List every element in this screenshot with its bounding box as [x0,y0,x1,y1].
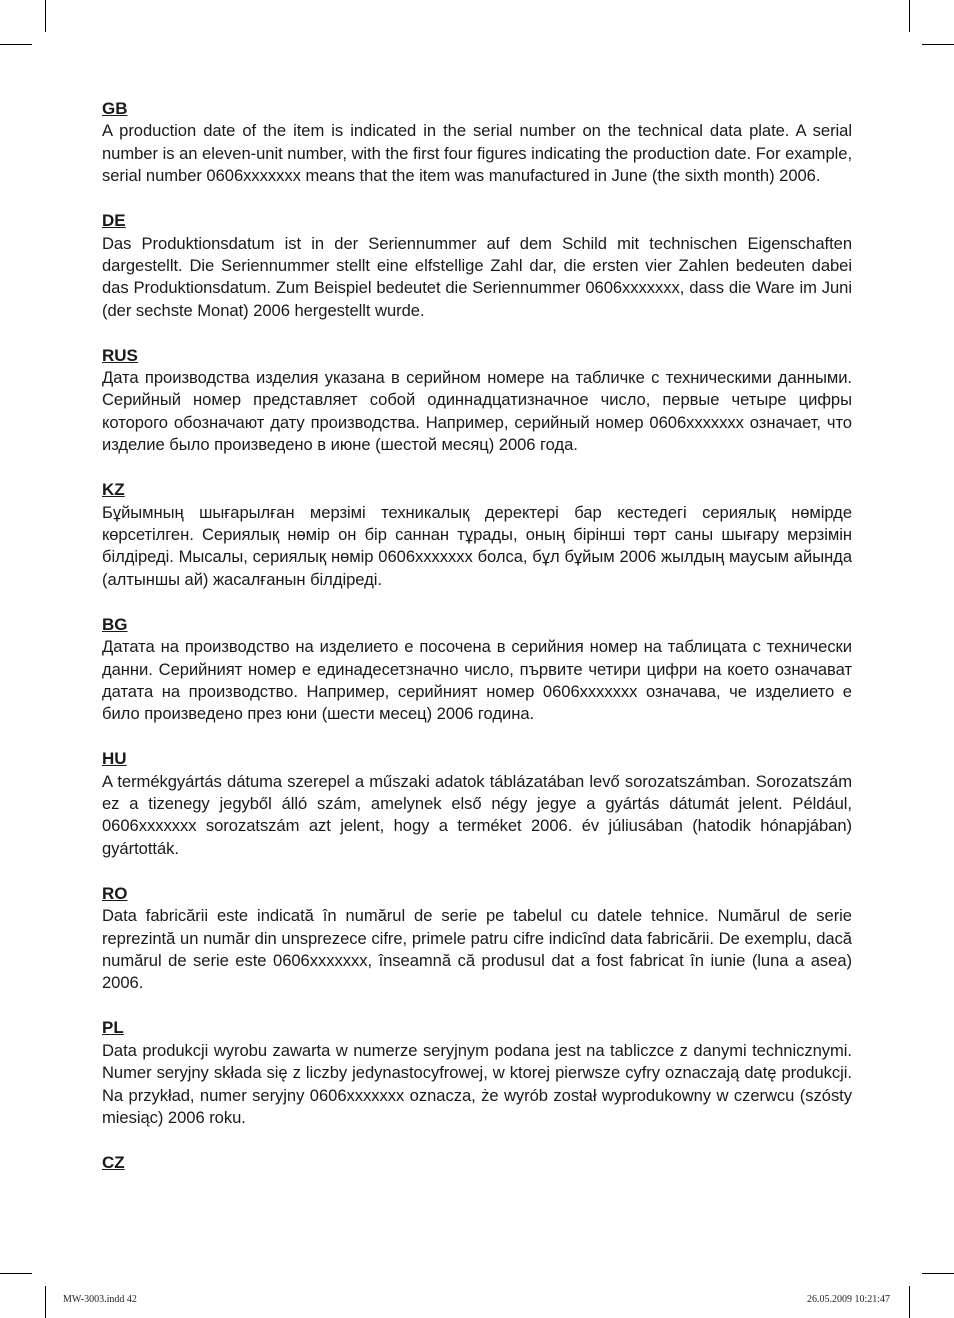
language-heading: HU [102,749,127,769]
language-heading: PL [102,1018,124,1038]
section-paragraph: A production date of the item is indicated in the serial number on the technical data plate. A serial number is an eleven-unit number, with the first four figures indicating the production date. For example, serial number 0606xxxxxxx means that the item was manufactured in June (the sixth month) 2006. [102,121,852,186]
crop-mark-top-left-vertical [45,0,46,32]
section-paragraph: Data fabricării este indicată în numărul de serie pe tabelul cu datele tehnice. Numărul de serie reprezintă un număr din unsprezece cifre, primele patru cifre indicînd data fabricării. De exemplu, dacă numărul de serie este 0606xxxxxxx, înseamnă că produsul dat a fost fabricat în iunie (luna a asea) 2006. [102,906,852,993]
crop-mark-bottom-left-vertical [45,1286,46,1318]
crop-mark-top-right-vertical [909,0,910,32]
crop-mark-bottom-right-vertical [909,1286,910,1318]
language-heading: DE [102,211,126,231]
section-paragraph: Датата на производство на изделието е посочена в серийния номер на таблицата с технически данни. Серийният номер е единадесетзначно число, първите четири цифри на което означават датата на производство. Например, серийният номер 0606xxxxxxx означава, че изделието е било произведено през юни (шести месец) 2006 година. [102,637,852,724]
language-heading: BG [102,614,128,634]
language-heading: GB [102,99,128,118]
section-gb [102,98,852,188]
language-heading: KZ [102,480,125,500]
section-hu [102,748,852,860]
footer-file-name: MW-3003.indd 42 [63,1294,137,1305]
language-heading: RO [102,883,128,903]
language-heading: RUS [102,345,138,365]
section-paragraph: A termékgyártás dátuma szerepel a műszaki adatok táblázatában levő sorozatszámban. Sorozatszám ez a tizenegy jegyből álló szám, amelynek első négy jegye a gyártás dátumát jelent. Például, 0606xxxxxxx sorozatszám azt jelent, hogy a terméket 2006. év júliusában (hatodik hónapjában) gyártották. [102,771,852,858]
footer-timestamp: 26.05.2009 10:21:47 [806,1294,890,1305]
crop-mark-bottom-right-horizontal [922,1273,954,1274]
section-kz [102,479,852,591]
section-ro [102,883,852,995]
section-de [102,210,852,322]
crop-mark-top-left-horizontal [0,44,32,45]
section-paragraph: Дата производства изделия указана в серийном номере на табличке с техническими данными. Серийный номер представляет собой одиннадцатизначное число, первые четыре цифры которого обозначают дату производства. Например, серийный номер 0606xxxxxxx означает, что изделие было произведено в июне (шестой месяц) 2006 года. [102,368,852,455]
language-heading: CZ [102,1152,125,1172]
crop-mark-top-right-horizontal [922,44,954,45]
crop-mark-bottom-left-horizontal [0,1273,32,1274]
section-pl [102,1017,852,1129]
section-bg [102,614,852,726]
section-paragraph: Бұйымның шығарылған мерзімі техникалық деректері бар кестедегі сериялық нөмірде көрсетілген. Сериялық нөмір он бір саннан тұрады, оның бірінші төрт саны шығару мерзімін білдіреді. Мысалы, сериялық нөмір 0606xxxxxxx болса, бұл бұйым 2006 жылдың маусым айында (алтыншы ай) жасалғанын білдіреді. [102,502,852,589]
section-rus [102,345,852,457]
section-paragraph: Data produkcji wyrobu zawarta w numerze seryjnym podana jest na tabliczce z danymi technicznymi. Numer seryjny składa się z liczby jedynastocyfrowej, w ktorej pierwsze cyfry oznaczają datę produkcji. Na przykład, numer seryjny 0606xxxxxxx oznacza, że wyrób został wyprodukowny w czerwcu (szósty miesiąc) 2006 roku. [102,1040,852,1127]
section-cz [102,1152,852,1174]
page-content [102,98,852,1197]
section-paragraph: Das Produktionsdatum ist in der Seriennummer auf dem Schild mit technischen Eigenschaften dargestellt. Die Seriennummer stellt eine elfstellige Zahl dar, die ersten vier Zahlen bedeuten dabei das Produktionsdatum. Zum Beispiel bedeutet die Seriennummer 0606xxxxxxx, dass die Ware im Juni (der sechste Monat) 2006 hergestellt wurde. [102,233,852,320]
